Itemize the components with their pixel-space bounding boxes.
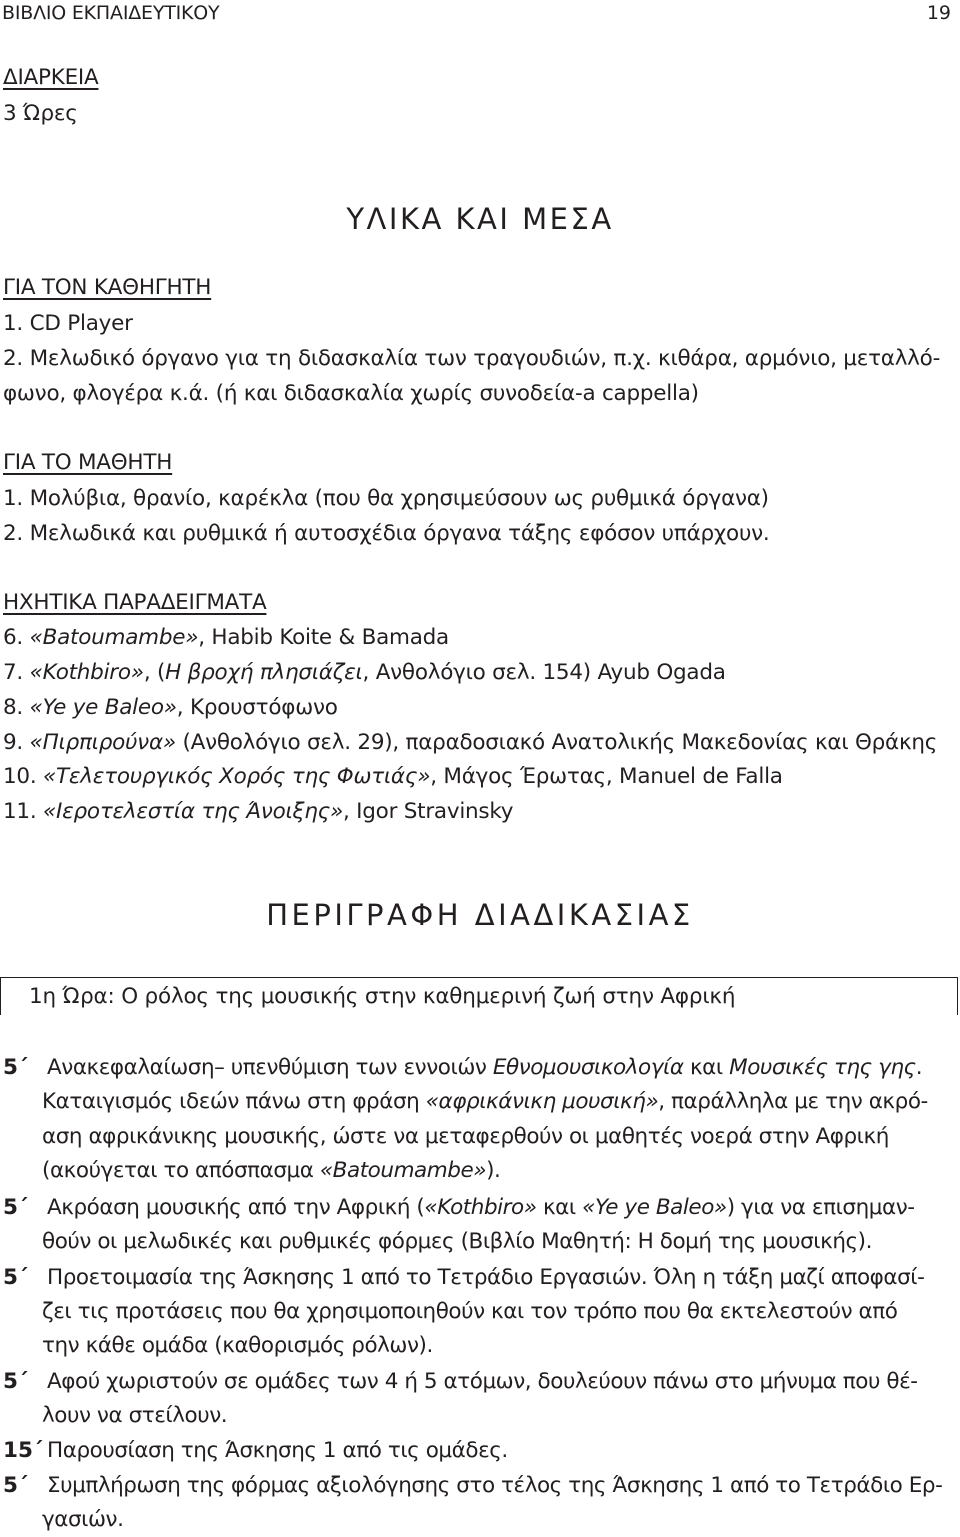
step-text-line: λουν να στείλουν. bbox=[42, 1403, 228, 1428]
example-title: «Πιρπιρούνα» bbox=[29, 730, 176, 755]
procedure-heading: ΠΕΡΙΓΡΑΦΗ ΔΙΑΔΙΚΑΣΙΑΣ bbox=[266, 898, 694, 932]
example-item: 11. «Ιεροτελεστία της Άνοιξης», Igor Stravinsky bbox=[3, 799, 514, 824]
example-title: «Batoumambe» bbox=[29, 625, 199, 650]
step-duration: 5΄ bbox=[3, 1195, 28, 1220]
step-duration: 5΄ bbox=[3, 1369, 28, 1394]
step-duration: 5΄ bbox=[3, 1473, 28, 1498]
teacher-item-2-line-1: 2. Μελωδικό όργανο για τη διδασκαλία των τραγουδιών, π.χ. κιθάρα, αρμόνιο, μεταλλό- bbox=[3, 346, 941, 371]
example-item: 6. «Batoumambe», Habib Koite & Bamada bbox=[3, 625, 449, 650]
step-duration: 5΄ bbox=[3, 1265, 28, 1290]
example-item: 9. «Πιρπιρούνα» (Ανθολόγιο σελ. 29), παραδοσιακό Ανατολικής Μακεδονίας και Θράκης bbox=[3, 730, 938, 755]
step-text-line: την κάθε ομάδα (καθορισμός ρόλων). bbox=[42, 1333, 433, 1358]
duration-heading: ΔΙΑΡΚΕΙΑ bbox=[3, 65, 99, 90]
example-title: «Kothbiro» bbox=[29, 660, 144, 685]
teacher-item-2-line-2: φωνο, φλογέρα κ.ά. (ή και διδασκαλία χωρίς συνοδεία-a cappella) bbox=[3, 381, 699, 406]
example-item: 8. «Ye ye Baleo», Κρουστόφωνο bbox=[3, 695, 338, 720]
duration-value: 3 Ώρες bbox=[3, 101, 78, 126]
step-text-line: Ανακεφαλαίωση– υπενθύμιση των εννοιών Εθνομουσικολογία και Μουσικές της γης. bbox=[47, 1055, 923, 1080]
step-text-line: Ακρόαση μουσικής από την Αφρική («Kothbiro» και «Ye ye Baleo») για να επισημαν- bbox=[47, 1195, 915, 1220]
student-item-2: 2. Μελωδικά και ρυθμικά ή αυτοσχέδια όργανα τάξης εφόσον υπάρχουν. bbox=[3, 521, 770, 546]
step-text-line: Συμπλήρωση της φόρμας αξιολόγησης στο τέλος της Άσκησης 1 από το Τετράδιο Ερ- bbox=[47, 1473, 943, 1498]
teacher-heading: ΓΙΑ ΤΟΝ ΚΑΘΗΓΗΤΗ bbox=[3, 275, 212, 300]
step-text-line: ζει τις προτάσεις που θα χρησιμοποιηθούν και τον τρόπο που θα εκτελεστούν από bbox=[42, 1299, 898, 1324]
step-text-line: Αφού χωριστούν σε ομάδες των 4 ή 5 ατόμων, δουλεύουν πάνω στο μήνυμα που θέ- bbox=[47, 1369, 918, 1394]
example-title: «Ιεροτελεστία της Άνοιξης» bbox=[43, 799, 344, 824]
examples-heading: ΗΧΗΤΙΚΑ ΠΑΡΑΔΕΙΓΜΑΤΑ bbox=[3, 590, 267, 615]
page-number: 19 bbox=[926, 2, 951, 24]
teacher-item-1: 1. CD Player bbox=[3, 311, 133, 336]
step-text-line: Προετοιμασία της Άσκησης 1 από το Τετράδιο Εργασιών. Όλη η τάξη μαζί αποφασί- bbox=[47, 1265, 925, 1290]
step-text-line: Καταιγισμός ιδεών πάνω στη φράση «αφρικάνικη μουσική», παράλληλα με την ακρό- bbox=[42, 1089, 928, 1114]
example-title: «Τελετουργικός Χορός της Φωτιάς» bbox=[43, 764, 431, 789]
step-duration: 5΄ bbox=[3, 1055, 28, 1080]
step-text-line: γασιών. bbox=[42, 1507, 124, 1532]
materials-heading: ΥΛΙΚΑ ΚΑΙ ΜΕΣΑ bbox=[346, 202, 614, 236]
step-text-line: αση αφρικάνικης μουσικής, ώστε να μεταφερθούν οι μαθητές νοερά στην Αφρική bbox=[42, 1124, 889, 1149]
student-heading: ΓΙΑ ΤΟ ΜΑΘΗΤΗ bbox=[3, 450, 173, 475]
student-item-1: 1. Μολύβια, θρανίο, καρέκλα (που θα χρησιμεύσουν ως ρυθμικά όργανα) bbox=[3, 486, 769, 511]
example-item: 10. «Τελετουργικός Χορός της Φωτιάς», Μάγος Έρωτας, Manuel de Falla bbox=[3, 764, 783, 789]
step-text-line: Παρουσίαση της Άσκησης 1 από τις ομάδες. bbox=[47, 1438, 508, 1463]
running-title: ΒΙΒΛΙΟ ΕΚΠΑΙΔΕΥΤΙΚΟΥ bbox=[2, 2, 220, 24]
example-item: 7. «Kothbiro», (Η βροχή πλησιάζει, Ανθολόγιο σελ. 154) Ayub Ogada bbox=[3, 660, 726, 685]
hour-1-box bbox=[0, 977, 958, 1015]
step-duration: 15΄ bbox=[3, 1438, 43, 1463]
step-text-line: (ακούγεται το απόσπασμα «Batoumambe»). bbox=[42, 1158, 501, 1183]
example-title: «Ye ye Baleo» bbox=[29, 695, 177, 720]
hour-1-title: 1η Ώρα: Ο ρόλος της μουσικής στην καθημερινή ζωή στην Αφρική bbox=[29, 984, 736, 1009]
step-text-line: θούν οι μελωδικές και ρυθμικές φόρμες (Βιβλίο Μαθητή: Η δομή της μουσικής). bbox=[42, 1229, 872, 1254]
